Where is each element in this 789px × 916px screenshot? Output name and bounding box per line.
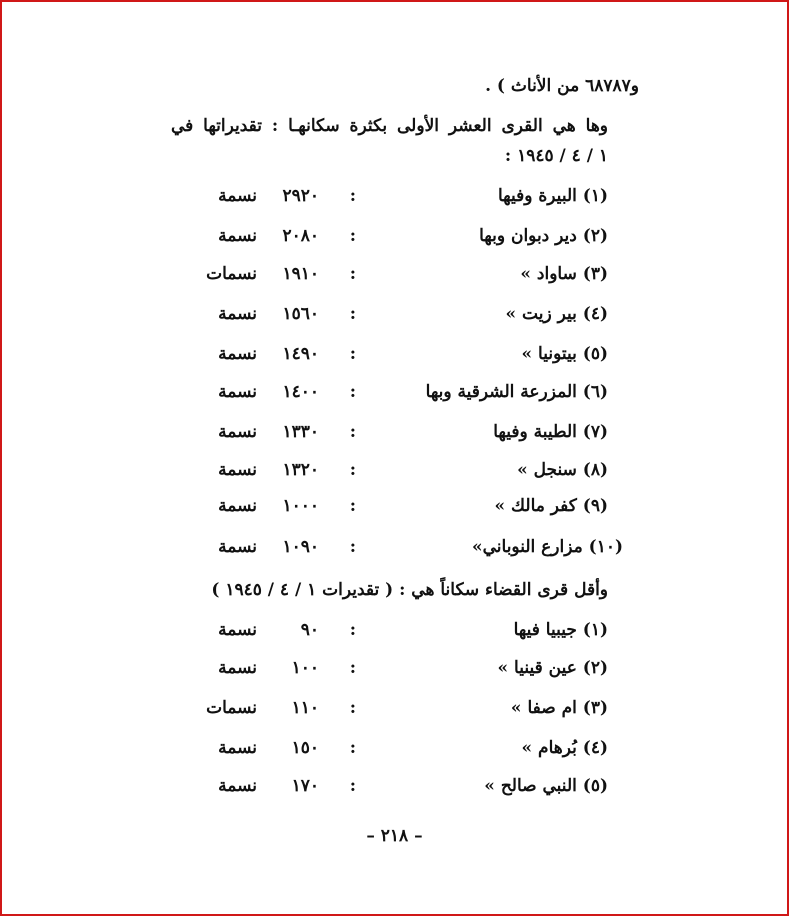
- population-count: ١٤٩٠: [282, 344, 319, 364]
- separator: :: [349, 698, 356, 718]
- list-item: [0, 776, 789, 802]
- village-name: (٥) بيتونيا »: [521, 344, 608, 364]
- population-count: ١٩١٠: [282, 264, 319, 284]
- population-count: ٩٠: [300, 620, 319, 640]
- intro-line-3: ١ / ٤ / ١٩٤٥ :: [504, 146, 608, 166]
- village-name: (٢) عين قينيا »: [497, 658, 608, 678]
- population-count: ١٣٣٠: [282, 422, 319, 442]
- separator: :: [349, 460, 356, 480]
- population-count: ١٥٠: [291, 738, 319, 758]
- separator: :: [349, 658, 356, 678]
- village-name: (٩) كفر مالك »: [494, 496, 608, 516]
- population-count: ٢٩٢٠: [282, 186, 319, 206]
- list-item: [0, 382, 789, 408]
- village-name: (٥) النبي صالح »: [484, 776, 608, 796]
- population-count: ١٠٠٠: [282, 496, 319, 516]
- separator: :: [349, 344, 356, 364]
- population-unit: نسمة: [218, 344, 257, 364]
- page-number: – ٢١٨ –: [366, 826, 423, 846]
- list-item: [0, 698, 789, 724]
- list-item: [0, 460, 789, 486]
- population-unit: نسمة: [218, 226, 257, 246]
- population-unit: نسمات: [206, 264, 257, 284]
- village-name: (٤) بير زيت »: [505, 304, 608, 324]
- population-count: ١٧٠: [291, 776, 319, 796]
- list-item: [0, 738, 789, 764]
- intro-line-2: وها هي القرى العشر الأولى بكثرة سكانهـا : تقديراتها في: [170, 116, 608, 136]
- population-count: ١٠٩٠: [282, 537, 319, 557]
- population-unit: نسمة: [218, 382, 257, 402]
- separator: :: [349, 304, 356, 324]
- intro-line-1: و٦٨٧٨٧ من الأناث ) .: [485, 76, 639, 96]
- separator: :: [349, 776, 356, 796]
- population-count: ٢٠٨٠: [282, 226, 319, 246]
- village-name: (٣) ساواد »: [520, 264, 608, 284]
- list-item: [0, 304, 789, 330]
- separator: :: [349, 226, 356, 246]
- separator: :: [349, 537, 356, 557]
- separator: :: [349, 496, 356, 516]
- separator: :: [349, 620, 356, 640]
- population-unit: نسمة: [218, 422, 257, 442]
- population-count: ١٣٢٠: [282, 460, 319, 480]
- village-name: (١٠) مزارع النوباني»: [471, 537, 623, 557]
- separator: :: [349, 186, 356, 206]
- separator: :: [349, 738, 356, 758]
- village-name: (٤) بُرهام »: [521, 738, 608, 758]
- list-item: [0, 186, 789, 212]
- population-unit: نسمة: [218, 304, 257, 324]
- village-name: (٣) ام صفا »: [510, 698, 608, 718]
- population-unit: نسمة: [218, 537, 257, 557]
- village-name: (٧) الطيبة وفيها: [493, 422, 608, 442]
- village-name: (٦) المزرعة الشرقية وبها: [425, 382, 608, 402]
- population-unit: نسمة: [218, 776, 257, 796]
- population-unit: نسمة: [218, 658, 257, 678]
- list-item: [0, 658, 789, 684]
- population-unit: نسمة: [218, 738, 257, 758]
- list-item: [0, 620, 789, 646]
- least-villages-heading: وأقل قرى القضاء سكاناً هي : ( تقديرات ١ / ٤ / ١٩٤٥ ): [211, 580, 608, 600]
- separator: :: [349, 382, 356, 402]
- list-item: [0, 422, 789, 448]
- population-count: ١٤٠٠: [282, 382, 319, 402]
- village-name: (١) جيبيا فيها: [513, 620, 608, 640]
- list-item: [0, 226, 789, 252]
- village-name: (٢) دير دبوان وبها: [479, 226, 608, 246]
- population-unit: نسمة: [218, 496, 257, 516]
- population-unit: نسمة: [218, 186, 257, 206]
- village-name: (٨) سنجل »: [517, 460, 608, 480]
- list-item: [0, 496, 789, 522]
- village-name: (١) البيرة وفيها: [498, 186, 608, 206]
- separator: :: [349, 264, 356, 284]
- population-count: ١١٠: [291, 698, 319, 718]
- population-unit: نسمة: [218, 620, 257, 640]
- population-unit: نسمة: [218, 460, 257, 480]
- list-item: [0, 344, 789, 370]
- list-item: [0, 537, 789, 563]
- separator: :: [349, 422, 356, 442]
- population-count: ١٥٦٠: [282, 304, 319, 324]
- population-count: ١٠٠: [291, 658, 319, 678]
- population-unit: نسمات: [206, 698, 257, 718]
- list-item: [0, 264, 789, 290]
